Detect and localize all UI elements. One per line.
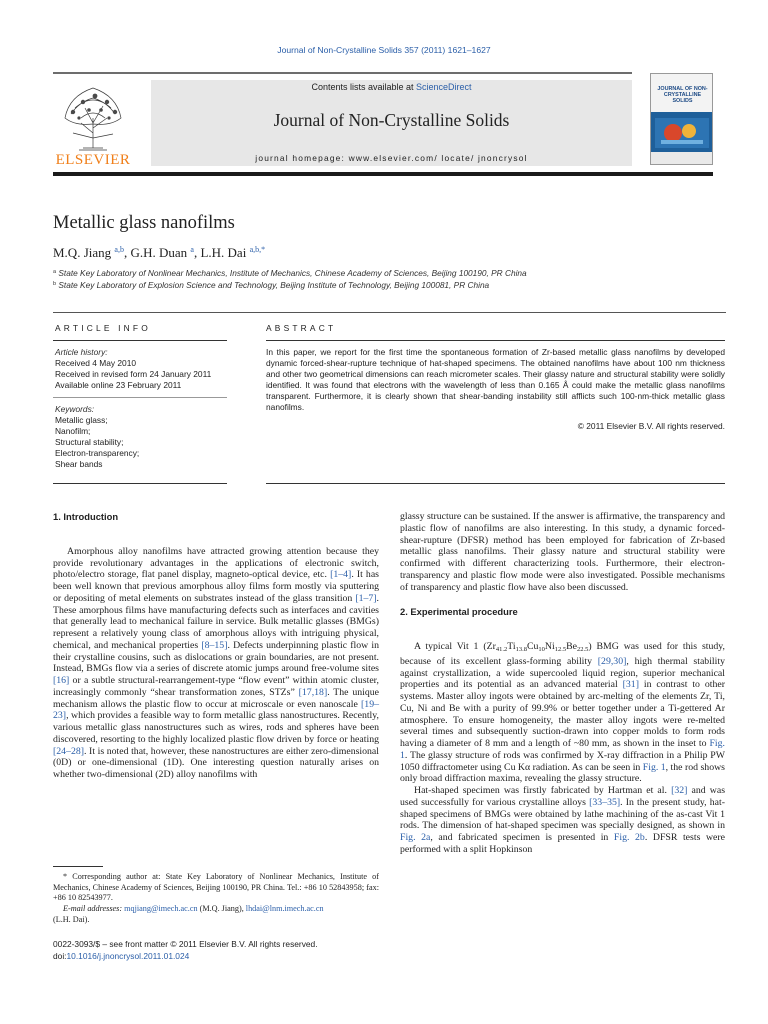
journal-title: Journal of Non-Crystalline Solids	[273, 110, 510, 130]
body-text: in contrast to other systems. Master alloy ingots were obtained by arc-melting of the elements Zr, Ti, Cu, Ni and Be with a purity of 99.9% or better together under a Ti-gettered Ar atmosphere. To ensure homogeneity, the master alloy ingots were re-melted several times and subsequently suction-drawn into copper molds to form rods having a diameter of 8 mm and a length of ~80 mm, as shown in the inset to	[400, 679, 725, 749]
elsevier-wordmark[interactable]: ELSEVIER	[55, 152, 131, 168]
formula-subscript: 10	[538, 646, 545, 653]
keyword: Metallic glass;	[55, 415, 108, 425]
email-owner: (M.Q. Jiang),	[197, 904, 246, 914]
email-label: E-mail addresses:	[63, 904, 125, 914]
doi-link[interactable]: 10.1016/j.jnoncrysol.2011.01.024	[66, 951, 190, 961]
body-text: . These amorphous films have manufacturing defects such as interfaces and cavities that generally lead to mechanical failure in service. Bulk metallic glasses (BMGs) represent a relatively young class of amorphous alloys with intriguing physical, chemical, and mechanical properties	[53, 592, 379, 651]
body-text: Hat-shaped specimen was firstly fabricated by Hartman et al.	[414, 785, 672, 796]
affiliation-mark: b	[53, 281, 57, 287]
body-left-column	[53, 511, 379, 781]
sciencedirect-link[interactable]: ScienceDirect	[416, 82, 472, 92]
history-received: Received 4 May 2010	[55, 358, 137, 368]
figure-link[interactable]: Fig. 1	[642, 761, 666, 773]
issn-line: 0022-3093/$ – see front matter © 2011 Elsevier B.V. All rights reserved.	[53, 939, 318, 949]
formula-element: )	[588, 641, 592, 652]
body-text: and was used successfully for various crystalline alloys	[400, 785, 726, 808]
body-text: , high thermal stability against crystallization, a wide supercooled liquid region, superior mechanical properties and its potential as an advanced material	[400, 655, 725, 691]
body-text: . The unique mechanism allows the plastic flow to occur at microscale or even nanoscale	[53, 686, 379, 710]
email-link[interactable]: mqjiang@imech.ac.cn	[124, 904, 198, 914]
body-text: , the rod shows only broad diffraction maxima, revealing the glassy structure.	[400, 761, 725, 785]
keyword: Shear bands	[55, 459, 103, 469]
body-text: BMG was used for this study, because of its excellent glass-forming ability	[400, 641, 725, 667]
intro-paragraph	[53, 546, 379, 781]
keyword: Structural stability;	[55, 437, 124, 447]
figure-link[interactable]: Fig. 1	[400, 738, 725, 761]
body-text: . Defects underpinning plastic flow in their crystalline cousins, such as dislocations or grain boundaries, are not present. Instead, BMGs flow via a series of discrete atomic jumps around free-volume sites	[53, 639, 379, 675]
body-text: . It is noted that, however, these nanostructures are either zero-dimensional (0D) or one-dimensional (1D). One interesting question naturally arises on whether two-dimensional (2D) alloy nanofilms with	[53, 745, 379, 780]
intro-continued-paragraph: glassy structure can be sustained. If the answer is affirmative, the transparency and plastic flow of nanofilms are also interesting. In this study, a dynamic forced-shear-rupture (DFSR) method has been employed for fabrication of Zr-based metallic glass nanofilms. Their glassy nature and structural stability were confirmed with different characterizing tools. Furthermore, their electron-transparency and plastic flow mode were also investigated. Possible mechanisms of transparency and plastic flow have also been discussed.	[400, 511, 725, 593]
keywords-label: Keywords:	[55, 404, 95, 414]
cover-footer	[651, 152, 712, 164]
body-right-column	[400, 511, 725, 856]
formula-subscript: 12.5	[554, 646, 567, 653]
affiliation-mark: a	[53, 269, 57, 275]
experimental-paragraph	[400, 785, 725, 856]
header-top-rule	[53, 72, 632, 74]
reference-link[interactable]: [17,18]	[298, 686, 328, 698]
author-name[interactable]: G.H. Duan	[130, 245, 188, 260]
section-heading-experimental: 2. Experimental procedure	[400, 606, 518, 618]
affiliation-text: State Key Laboratory of Explosion Science and Technology, Beijing Institute of Technology, Beijing 100081, PR China	[58, 280, 490, 290]
reference-link[interactable]: [29,30]	[597, 655, 627, 667]
keyword: Nanofilm;	[55, 426, 91, 436]
body-text: Amorphous alloy nanofilms have attracted growing attention because they provide revolutionary advantages in the applications of electronic switch, photo/electro storage, flat panel display, magneto-optical device, etc.	[53, 545, 379, 581]
cover-artwork	[655, 118, 709, 148]
figure-link[interactable]: Fig. 2a	[400, 832, 431, 843]
journal-citation[interactable]: Journal of Non-Crystalline Solids 357 (2011) 1621–1627	[277, 45, 491, 55]
author-affil-mark[interactable]: a	[190, 245, 194, 254]
formula-subscript: 41.2	[495, 646, 508, 653]
reference-link[interactable]: [19–23]	[53, 698, 379, 722]
formula-subscript: 22.5	[576, 646, 589, 653]
corresponding-author-text: * Corresponding author at: State Key Laboratory of Nonlinear Mechanics, Institute of Mechanics, Chinese Academy of Sciences, Beijing 100190, PR China. Tel.: +86 10 52843958; fax: +86 10 82543977.	[53, 872, 379, 903]
formula-element: Cu	[526, 641, 539, 652]
author-list: M.Q. Jiang $^{a,b}$, G.H. Duan $^a$, L.H. Dai $^{a,b,*}$	[53, 245, 266, 260]
abstract-bottom-rule	[266, 483, 725, 484]
info-bottom-rule	[53, 483, 227, 484]
contents-prefix: Contents lists available at	[311, 82, 417, 92]
section-spacer	[400, 593, 725, 606]
abstract-heading: ABSTRACT	[266, 323, 337, 333]
author-affil-mark[interactable]: a,b,*	[249, 245, 266, 254]
doi-line	[53, 951, 189, 961]
author-name[interactable]: L.H. Dai	[200, 245, 247, 260]
reference-link[interactable]: [1–4]	[330, 569, 352, 581]
email-owner: (L.H. Dai).	[53, 914, 90, 924]
affiliation-text: State Key Laboratory of Nonlinear Mechanics, Institute of Mechanics, Chinese Academy of Sciences, Beijing 100190, PR China	[58, 268, 527, 278]
header-bottom-rule	[53, 172, 713, 176]
experimental-paragraph	[400, 641, 725, 785]
reference-link[interactable]: [31]	[622, 679, 639, 691]
reference-link[interactable]: [32]	[671, 785, 688, 796]
figure-link[interactable]: Fig. 2b	[613, 832, 645, 843]
history-revised: Received in revised form 24 January 2011	[55, 369, 212, 379]
formula-element: Be	[566, 641, 577, 652]
heading-spacer	[400, 618, 725, 641]
body-text: . In the present study, hat-shaped specimens of BMGs were obtained by lathe machining of the as-cast Vit 1 rods. The dimension of hat-shaped specimen was specially designed, as shown in	[400, 796, 725, 832]
email-line	[53, 904, 379, 915]
body-text: . The glassy structure of rods was confirmed by X-ray diffraction in a Philip PW 1050 diffractometer using Cu Kα radiation. As can be seen in	[400, 749, 725, 773]
footnote-rule	[53, 866, 103, 867]
abstract-copyright: © 2011 Elsevier B.V. All rights reserved.	[577, 421, 725, 431]
reference-link[interactable]: [33–35]	[589, 796, 621, 808]
body-text: or a subtle structural-rearrangement-type “flow event” within atomic cluster, increasingly commonly “shear transformation zones, STZs”	[53, 675, 379, 698]
body-text: . DFSR tests were performed with a split Hopkinson	[400, 832, 725, 855]
reference-link[interactable]: [1–7]	[355, 592, 377, 604]
journal-homepage[interactable]: journal homepage: www.elsevier.com/ locate/ jnoncrysol	[255, 153, 528, 163]
formula-element: Ti	[507, 641, 516, 652]
journal-cover-thumbnail[interactable]	[650, 73, 713, 165]
body-text: . It has been well known that previous amorphous alloy films form mostly via sputtering or depositing of metal elements on substrates instead of the glass transition	[53, 569, 379, 604]
contents-line	[151, 82, 632, 92]
keyword: Electron-transparency;	[55, 448, 140, 458]
abstract-rule	[266, 340, 725, 341]
section-heading-introduction: 1. Introduction	[53, 511, 119, 522]
reference-link[interactable]: [24–28]	[53, 745, 85, 757]
abstract-body: In this paper, we report for the first time the spontaneous formation of Zr-based metallic glass nanofilms by developed dynamic forced-shear-rupture technique of hat-shaped specimens. The obtained nanofilms have about 100 nm thickness and other two geometrical dimensions can reach micrometer scales. Their glassy nature and structural stability were solidly identified. It was found that electrons with the wavelength of less than 0.165 Å could make the metallic glass nanofilms transparent. Furthermore, it is clearly shown that shear-banding instability still afflicts such 100-nm-thick metallic glass nanofilms.	[266, 347, 725, 413]
info-inner-rule	[53, 397, 227, 398]
affiliation	[53, 268, 527, 278]
body-text: , and fabricated specimen is presented in	[430, 832, 614, 843]
corresponding-author-footnote	[53, 872, 379, 926]
article-info-heading: ARTICLE INFO	[55, 323, 151, 333]
author-affil-mark[interactable]: a,b	[114, 245, 124, 254]
body-text: , which provides a feasible way to form metallic glass nanostructures. Recently, various metallic glass nanostructures such as wires, rods and spheres have been discovered, resorting to the highly localized plastic flow driven by force or heating	[53, 710, 379, 745]
doi-prefix: doi:	[53, 951, 67, 961]
heading-spacer	[53, 523, 379, 546]
formula-element: Ni	[544, 641, 555, 652]
reference-link[interactable]: [8–15]	[201, 639, 228, 651]
body-text: A typical Vit 1 (Zr	[414, 641, 496, 652]
cover-title: JOURNAL OF NON-CRYSTALLINE SOLIDS	[657, 86, 708, 104]
section-divider	[53, 312, 726, 313]
reference-link[interactable]: [16]	[53, 675, 70, 686]
affiliation	[53, 280, 489, 290]
article-title: Metallic glass nanofilms	[53, 213, 235, 233]
author-name[interactable]: M.Q. Jiang	[53, 245, 112, 260]
info-rule	[53, 340, 227, 341]
history-online: Available online 23 February 2011	[55, 380, 182, 390]
email-link[interactable]: lhdai@lnm.imech.ac.cn	[245, 904, 324, 914]
formula-subscript: 13.8	[515, 646, 527, 653]
history-label: Article history:	[55, 347, 108, 357]
